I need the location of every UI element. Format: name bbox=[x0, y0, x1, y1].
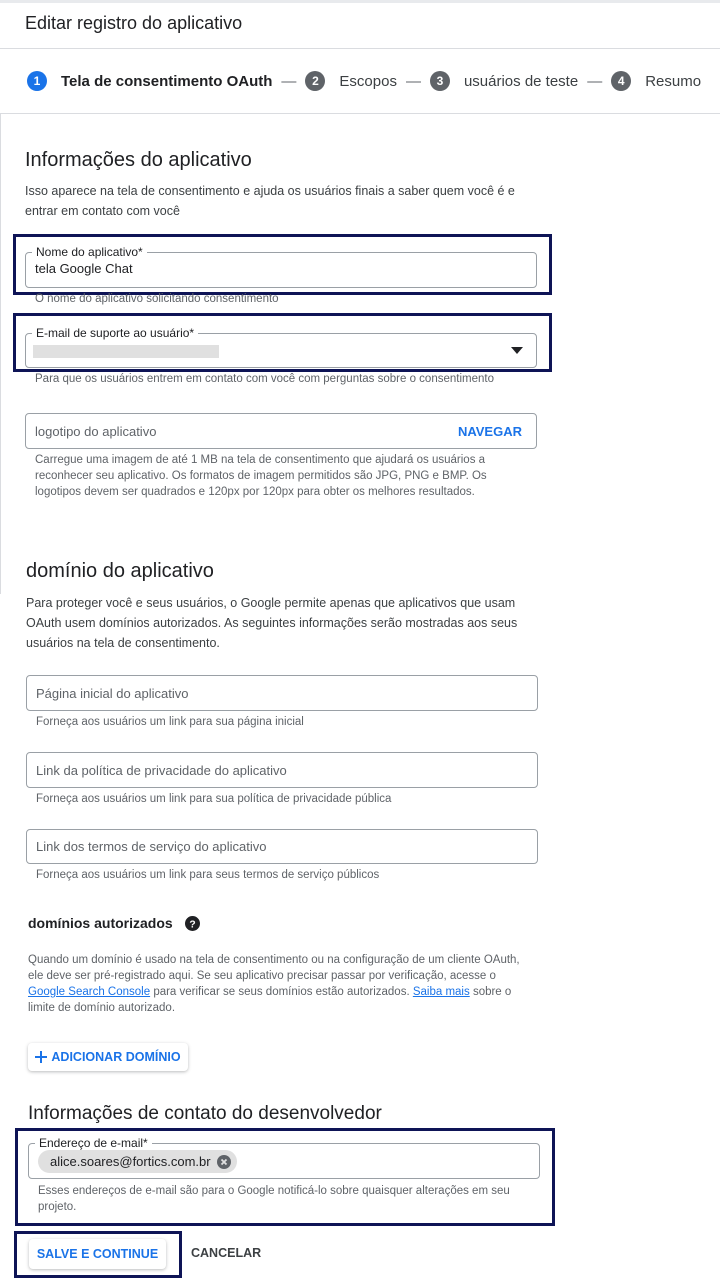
help-icon[interactable] bbox=[185, 916, 200, 931]
header-divider bbox=[0, 48, 720, 49]
terms-input[interactable] bbox=[26, 829, 538, 864]
remove-chip-icon[interactable] bbox=[217, 1155, 231, 1169]
email-chip[interactable] bbox=[38, 1150, 237, 1173]
support-email-label: E-mail de suporte ao usuário* bbox=[32, 326, 198, 340]
domain-title: domínio do aplicativo bbox=[26, 560, 214, 582]
step-3-number[interactable]: 3 bbox=[430, 71, 450, 91]
step-1-label[interactable]: Tela de consentimento OAuth bbox=[61, 72, 273, 90]
privacy-policy-hint: Forneça aos usuários um link para sua política de privacidade pública bbox=[36, 793, 392, 805]
search-console-link[interactable]: Google Search Console bbox=[28, 986, 151, 998]
logo-hint: Carregue uma imagem de até 1 MB na tela de consentimento que ajudará os usuários a reconhecer seu aplicativo. Os formatos de imagem permitidos são JPG, PNG e BMP. Os logotipos devem ser quadrados e 120px por 120px para obter os melhores resultados. bbox=[35, 454, 487, 498]
developer-email-hint: Esses endereços de e-mail são para o Google notificá-lo sobre quaisquer alterações em seu projeto. bbox=[38, 1185, 510, 1213]
step-2-number[interactable]: 2 bbox=[305, 71, 325, 91]
app-info-description: Isso aparece na tela de consentimento e ajuda os usuários finais a saber quem você é e entrar em contato com você bbox=[25, 184, 515, 218]
authorized-desc-part2: para verificar se seus domínios estão autorizados. bbox=[153, 986, 410, 998]
privacy-policy-input[interactable] bbox=[26, 752, 538, 788]
chevron-down-icon[interactable] bbox=[511, 347, 523, 354]
add-domain-button[interactable] bbox=[28, 1043, 188, 1071]
plus-icon bbox=[35, 1051, 47, 1063]
stepper-divider bbox=[0, 113, 720, 114]
terms-placeholder: Link dos termos de serviço do aplicativo bbox=[36, 839, 267, 854]
browse-button[interactable]: NAVEGAR bbox=[457, 423, 522, 439]
save-continue-button[interactable] bbox=[29, 1239, 166, 1269]
support-email-hint: Para que os usuários entrem em contato com você com perguntas sobre o consentimento bbox=[35, 373, 494, 385]
cancel-button[interactable]: CANCELAR bbox=[191, 1246, 262, 1260]
app-info-title: Informações do aplicativo bbox=[25, 149, 252, 171]
developer-email-label: Endereço de e-mail* bbox=[35, 1136, 152, 1150]
app-name-hint: O nome do aplicativo solicitando consentimento bbox=[35, 293, 279, 305]
homepage-hint: Forneça aos usuários um link para sua página inicial bbox=[36, 716, 304, 728]
step-connector: — bbox=[587, 72, 603, 90]
privacy-policy-placeholder: Link da política de privacidade do aplicativo bbox=[36, 762, 287, 778]
support-email-select[interactable] bbox=[25, 326, 537, 368]
authorized-domains-title: domínios autorizados bbox=[28, 915, 173, 931]
step-connector: — bbox=[405, 72, 421, 90]
redacted-email bbox=[33, 345, 219, 358]
page-title: Editar registro do aplicativo bbox=[25, 13, 243, 33]
left-border bbox=[0, 114, 1, 594]
domain-description: Para proteger você e seus usuários, o Google permite apenas que aplicativos que usam OAuth usem domínios autorizados. As seguintes informações serão mostradas aos seus usuários na tela de consentimento. bbox=[26, 596, 518, 650]
authorized-desc-part3: sobre o limite de domínio autorizado. bbox=[28, 986, 512, 1014]
authorized-desc-part1: Quando um domínio é usado na tela de consentimento ou na configuração de um cliente OAuth, ele deve ser pré-registrado aqui. Se seu aplicativo precisar passar por verificação, acesse o bbox=[28, 954, 520, 982]
developer-contact-title: Informações de contato do desenvolvedor bbox=[28, 1103, 382, 1124]
learn-more-link[interactable]: Saiba mais bbox=[412, 986, 470, 998]
step-4-label[interactable]: Resumo bbox=[645, 72, 702, 90]
email-chip-label: alice.soares@fortics.com.br bbox=[50, 1154, 211, 1169]
logo-placeholder: logotipo do aplicativo bbox=[35, 423, 157, 439]
homepage-placeholder: Página inicial do aplicativo bbox=[36, 685, 189, 701]
homepage-input[interactable] bbox=[26, 675, 538, 711]
step-1-number[interactable]: 1 bbox=[27, 71, 47, 91]
app-name-field[interactable] bbox=[25, 245, 537, 288]
svg-text:?: ? bbox=[189, 918, 196, 930]
stepper bbox=[27, 70, 701, 92]
step-3-label[interactable]: usuários de teste bbox=[463, 72, 579, 90]
step-connector: — bbox=[281, 72, 297, 90]
app-name-label: Nome do aplicativo* bbox=[32, 245, 147, 259]
top-divider bbox=[0, 0, 720, 3]
save-continue-label: SALVE E CONTINUE bbox=[36, 1247, 159, 1261]
logo-field[interactable] bbox=[25, 413, 537, 449]
step-2-label[interactable]: Escopos bbox=[339, 72, 397, 90]
step-4-number[interactable]: 4 bbox=[611, 71, 631, 91]
add-domain-label: ADICIONAR DOMÍNIO bbox=[51, 1050, 181, 1064]
terms-hint: Forneça aos usuários um link para seus termos de serviço públicos bbox=[36, 869, 380, 881]
authorized-domains-heading bbox=[28, 915, 200, 931]
authorized-domains-description bbox=[28, 952, 528, 1016]
app-name-value[interactable]: tela Google Chat bbox=[35, 261, 133, 276]
developer-email-field[interactable] bbox=[28, 1136, 540, 1179]
